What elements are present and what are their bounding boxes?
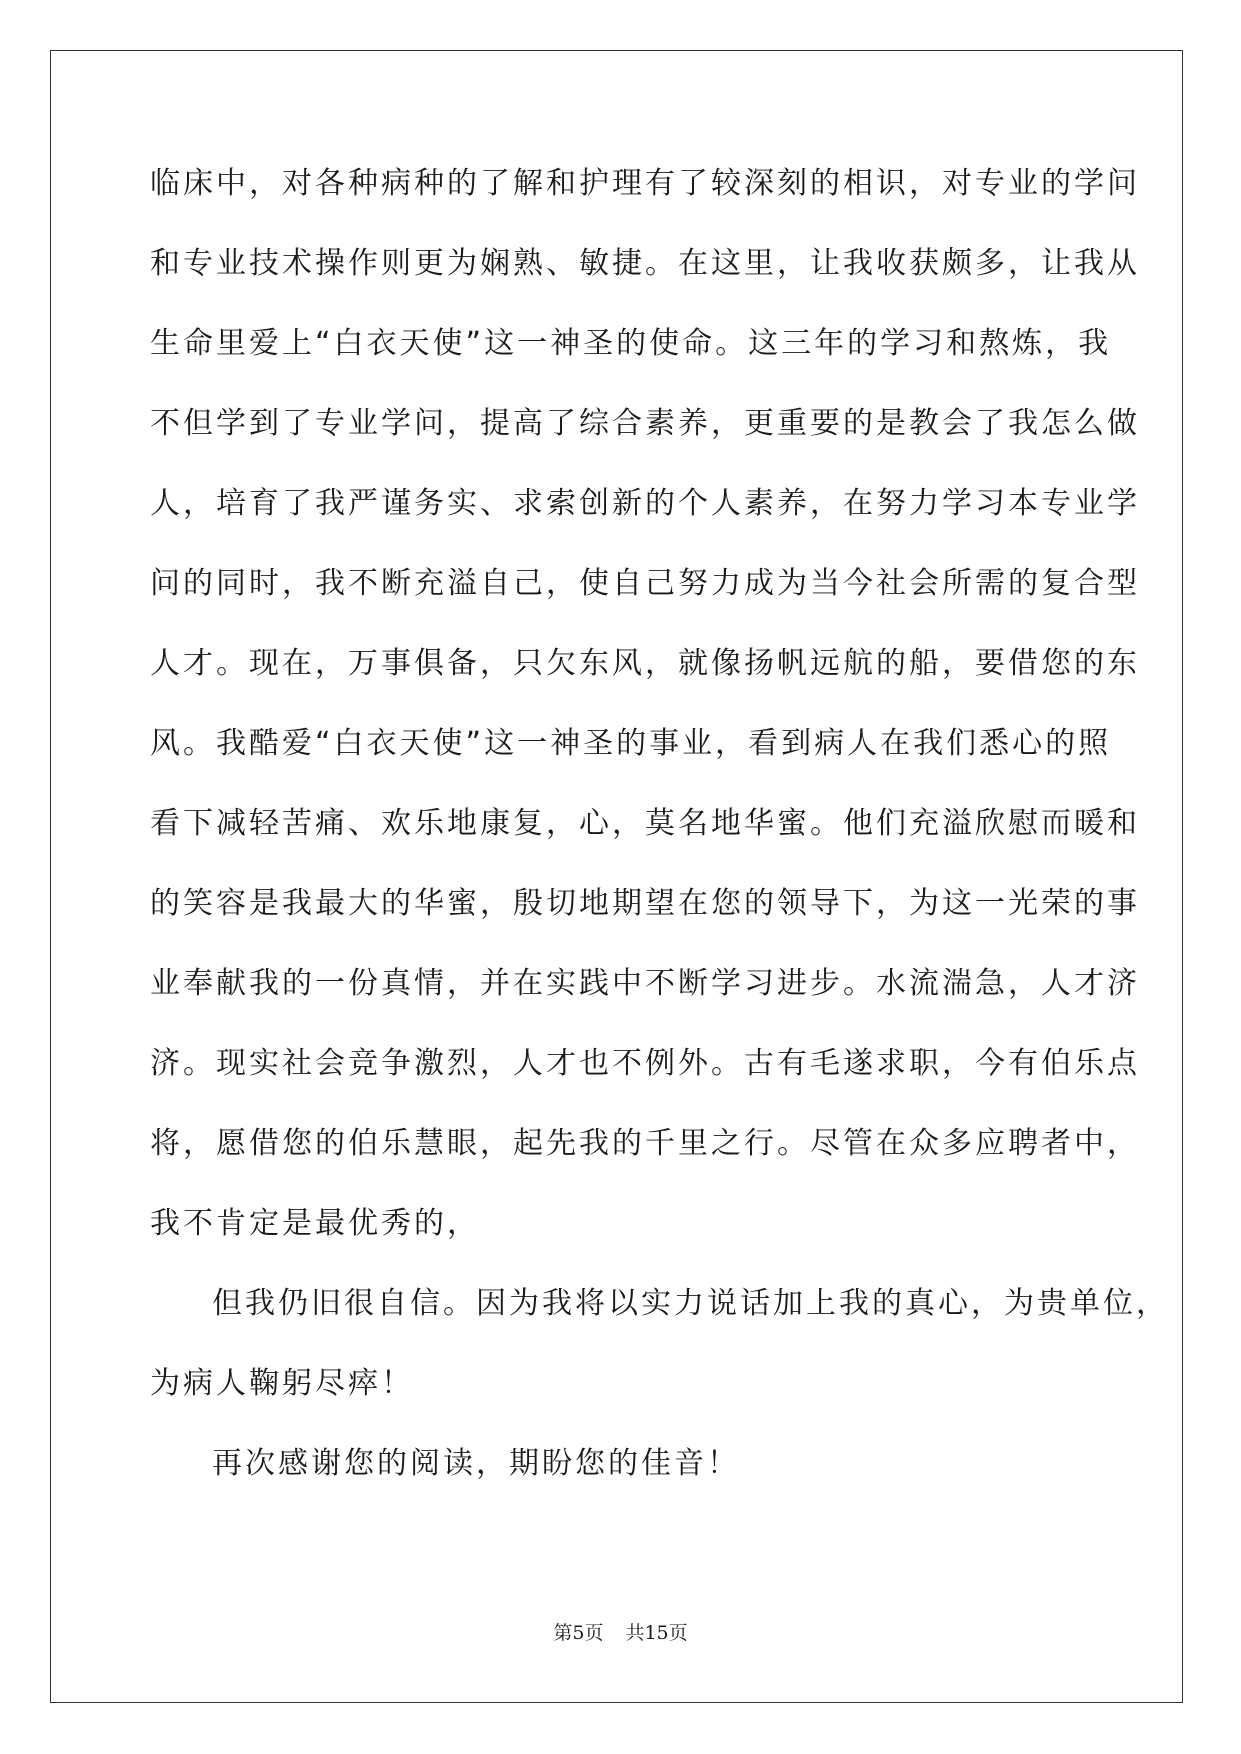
total-pages: 共15页 (625, 1622, 688, 1644)
page-number: 第5页 (553, 1622, 604, 1644)
text-line: 问的同时，我不断充溢自己，使自己努力成为当今社会所需的复合型 (150, 566, 1140, 601)
text-line: 看下减轻苦痛、欢乐地康复，心，莫名地华蜜。他们充溢欣慰而暖和 (150, 806, 1140, 841)
page-footer (0, 1618, 1241, 1645)
text-line: 和专业技术操作则更为娴熟、敏捷。在这里，让我收获颇多，让我从 (150, 246, 1140, 281)
text-line: 的笑容是我最大的华蜜，殷切地期望在您的领导下，为这一光荣的事 (150, 886, 1140, 921)
text-line: 风。我酷爱“白衣天使”这一神圣的事业，看到病人在我们悉心的照 (150, 726, 1112, 761)
text-line: 临床中，对各种病种的了解和护理有了较深刻的相识，对专业的学问 (150, 166, 1140, 201)
closing-line: 再次感谢您的阅读，期盼您的佳音！ (212, 1446, 740, 1481)
text-line: 我不肯定是最优秀的， (150, 1206, 480, 1241)
text-line: 生命里爱上“白衣天使”这一神圣的使命。这三年的学习和熬炼，我 (150, 326, 1112, 361)
text-line: 人，培育了我严谨务实、求索创新的个人素养，在努力学习本专业学 (150, 486, 1140, 521)
text-line: 为病人鞠躬尽瘁！ (150, 1366, 414, 1401)
text-line: 业奉献我的一份真情，并在实践中不断学习进步。水流湍急，人才济 (150, 966, 1140, 1001)
text-line: 将，愿借您的伯乐慧眼，起先我的千里之行。尽管在众多应聘者中， (150, 1126, 1140, 1161)
paragraph-start-line: 但我仍旧很自信。因为我将以实力说话加上我的真心，为贵单位， (212, 1286, 1169, 1321)
text-line: 济。现实社会竞争激烈，人才也不例外。古有毛遂求职，今有伯乐点 (150, 1046, 1140, 1081)
document-body (150, 160, 1169, 1520)
text-line: 不但学到了专业学问，提高了综合素养，更重要的是教会了我怎么做 (150, 406, 1140, 441)
text-line: 人才。现在，万事俱备，只欠东风，就像扬帆远航的船，要借您的东 (150, 646, 1140, 681)
